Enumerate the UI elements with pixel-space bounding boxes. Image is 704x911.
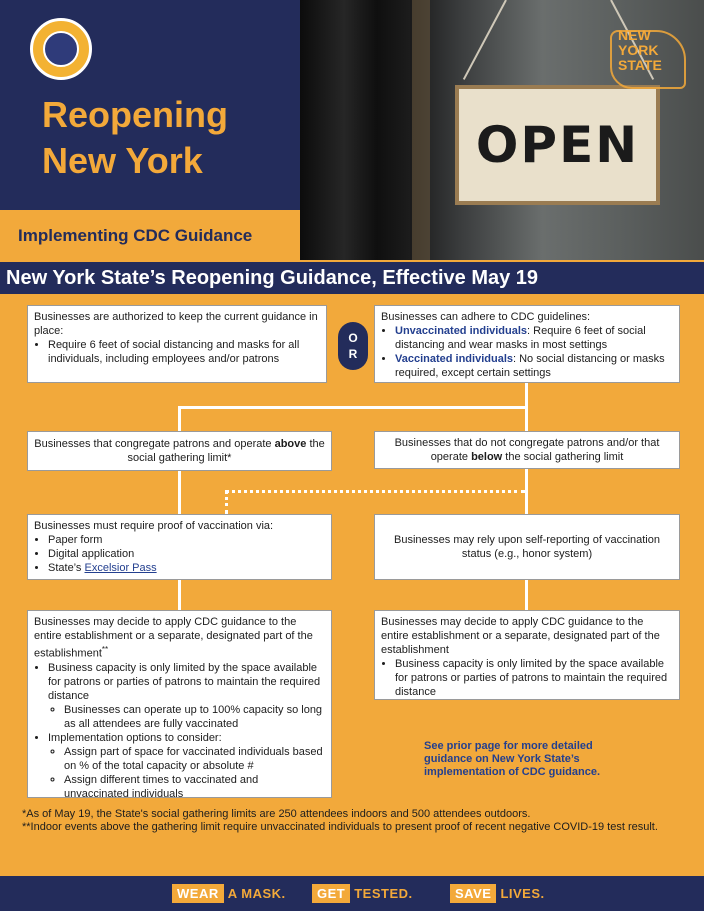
list-item: • Paper form [48,533,325,547]
connector [178,470,181,514]
connector [525,382,528,408]
list-item: • Business capacity is only limited by the space available for patrons or parties of patrons to maintain the required distance ◦ Businesses can operate up to 100% capacity so long as all attendees are fully vaccinated [48,661,325,731]
footnote-2: **Indoor events above the gathering limit require unvaccinated individuals to present proof of recent negative COVID-19 test result. [22,821,658,833]
list-item: • Require 6 feet of social distancing and masks for all individuals, including employees and/or patrons [48,338,320,366]
self-reporting-box: Businesses may rely upon self-reporting of vaccination status (e.g., honor system) [374,514,680,580]
list-item: • Implementation options to consider: ◦ Assign part of space for vaccinated individuals based on % of the total capacity or absolute # ◦ Assign different times to vaccinated and unvaccinated individuals [48,731,325,801]
page-title [42,92,292,184]
footnotes [22,808,682,834]
list-item: • Business capacity is only limited by the space available for patrons or parties of patrons to maintain the required distance [395,657,673,699]
dotted-connector [225,490,525,493]
proof-of-vaccination-box: Businesses must require proof of vaccination via: • Paper form • Digital application • State’s Excelsior Pass [27,514,332,580]
new-york-state-logo: NEW YORK STATE [618,27,662,73]
slogan-save-lives: SAVE LIVES. [450,886,545,901]
connector [178,406,528,409]
prior-page-note: See prior page for more detailed guidance on New York State’s implementation of CDC guidance. [424,740,601,778]
slogan-wear-mask: WEAR A MASK. [172,886,286,901]
connector [525,468,528,514]
page-subtitle: Implementing CDC Guidance [18,226,253,245]
state-seal-logo [30,18,92,80]
list-item: • Vaccinated individuals: No social distancing or masks required, except certain settings [395,352,673,380]
list-item: • State’s Excelsior Pass [48,561,325,575]
excelsior-pass-link[interactable]: Excelsior Pass [84,562,157,574]
connector [178,406,181,432]
connector [525,406,528,432]
slogan-get-tested: GET TESTED. [312,886,413,901]
list-item: ◦ Assign different times to vaccinated and unvaccinated individuals [64,773,325,801]
current-guidance-box: Businesses are authorized to keep the current guidance in place: • Require 6 feet of social distancing and masks for all individuals, including employees and/or patrons [27,305,327,383]
above-limit-box: Businesses that congregate patrons and operate above the social gathering limit* [27,431,332,471]
door-image [300,0,410,260]
apply-cdc-guidance-below-box: Businesses may decide to apply CDC guidance to the entire establishment or a separate, designated part of the establishment • Business capacity is only limited by the space available for patrons or parties of patrons to maintain the required distance [374,610,680,700]
connector [525,580,528,610]
or-badge: O R [338,322,368,370]
cdc-guidelines-box: Businesses can adhere to CDC guidelines: • Unvaccinated individuals: Require 6 feet of social distancing and wear masks in most settings • Vaccinated individuals: No social distancing or masks required, except certain settings [374,305,680,383]
connector [178,580,181,610]
apply-cdc-guidance-above-box: Businesses may decide to apply CDC guidance to the entire establishment or a separate, designated part of the establishment** • Business capacity is only limited by the space available for patrons or parties of patrons to maintain the required distance ◦ Businesses can operate up to 100% capacity so long as all attendees are fully vaccinated • Implementation options to consider: ◦ Assign part of space for vaccinated individuals based on % of the total capacity or absolute # ◦ Assign different times to vaccinated and unvaccinated individuals [27,610,332,798]
below-limit-box: Businesses that do not congregate patrons and/or that operate below the social gathering limit [374,431,680,469]
list-item: ◦ Assign part of space for vaccinated individuals based on % of the total capacity or absolute # [64,745,325,773]
list-item: • Unvaccinated individuals: Require 6 feet of social distancing and wear masks in most settings [395,324,673,352]
dotted-connector [225,490,228,514]
open-sign: OPEN [455,85,660,205]
title-line-2: New York [42,140,203,181]
section-title: New York State’s Reopening Guidance, Effective May 19 [6,267,539,289]
list-item: ◦ Businesses can operate up to 100% capacity so long as all attendees are fully vaccinated [64,703,325,731]
open-sign-photo [300,0,704,260]
footnote-1: *As of May 19, the State's social gathering limits are 250 attendees indoors and 500 attendees outdoors. [22,808,531,820]
title-line-1: Reopening [42,94,228,135]
list-item: • Digital application [48,547,325,561]
